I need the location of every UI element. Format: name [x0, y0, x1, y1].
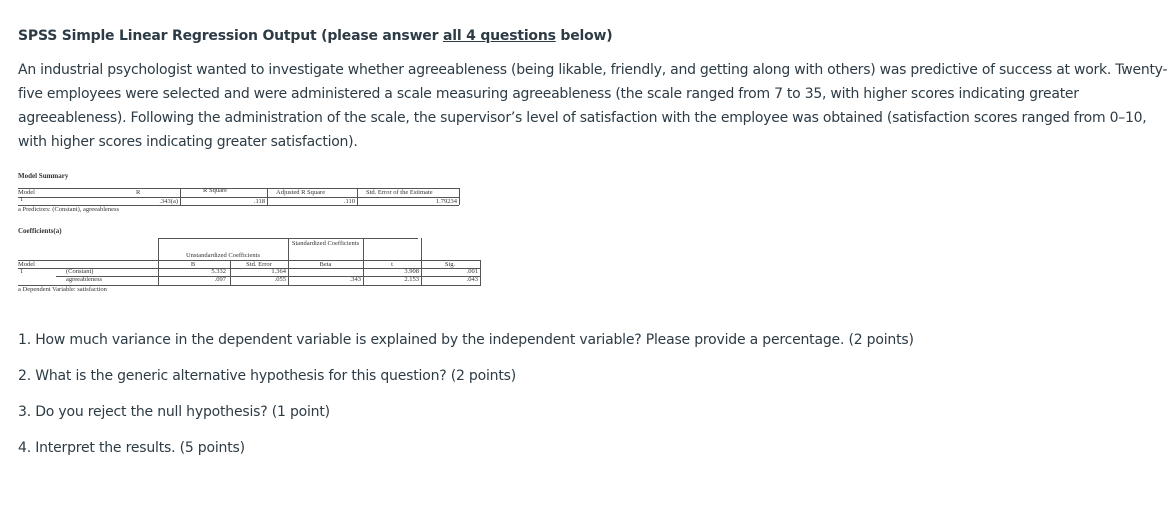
- coef-row1-model: 1: [20, 268, 24, 275]
- coef-header-beta: Beta: [319, 261, 332, 268]
- coef-row1-b: 5.332: [211, 268, 226, 275]
- question-2: 2. What is the generic alternative hypothesis for this question? (2 points): [18, 368, 516, 384]
- page-content: [18, 26, 1173, 322]
- coef-row2-t: 2.153: [404, 276, 419, 283]
- coef-row1-t: 3.908: [404, 268, 419, 275]
- coefficients-heading: Coefficients(a): [18, 227, 62, 235]
- ms-row-model: 1: [20, 196, 24, 203]
- coef-row2-beta: .343: [349, 276, 361, 283]
- model-summary-heading: Model Summary: [18, 172, 69, 180]
- coef-row2-sig: .043: [466, 276, 478, 283]
- ms-header-r: R: [136, 189, 141, 196]
- title-underlined-text: all 4 questions: [442, 28, 556, 44]
- coef-vline-6: [480, 260, 481, 286]
- questions-list: [18, 330, 914, 474]
- coef-vline-3: [288, 238, 289, 286]
- ms-vline-4: [459, 188, 460, 205]
- page-title: [18, 26, 1173, 46]
- coef-row1-label: (Constant): [66, 268, 94, 275]
- question-3: 3. Do you reject the null hypothesis? (1 point): [18, 404, 330, 420]
- ms-row-adj-rsq: .110: [343, 198, 355, 205]
- coef-row1-std-err: 1.364: [271, 268, 286, 275]
- coef-header-b: B: [190, 261, 196, 268]
- ms-row-rsq: .118: [253, 198, 265, 205]
- coef-header-t: t: [391, 261, 393, 268]
- coef-group-unstd: Unstandardized Coefficients: [185, 252, 261, 259]
- ms-row-std-err: 1.79234: [435, 198, 457, 205]
- ms-vline-1: [180, 188, 181, 205]
- spss-output: [18, 172, 478, 322]
- title-text-end: below): [555, 28, 613, 44]
- ms-footnote: a Predictors: (Constant), agreeableness: [18, 206, 120, 213]
- question-1: 1. How much variance in the dependent variable is explained by the independent variable? Please provide a percentage. (2 points): [18, 332, 914, 348]
- coef-row1-sig: .001: [466, 268, 478, 275]
- coef-vline-1: [158, 238, 159, 286]
- ms-row-r: .343(a): [159, 198, 178, 205]
- coef-row2-b: .097: [214, 276, 226, 283]
- ms-header-adj-rsq: Adjusted R Square: [276, 189, 326, 196]
- ms-vline-2: [267, 188, 268, 205]
- intro-paragraph: An industrial psychologist wanted to investigate whether agreeableness (being likable, friendly, and getting along with others) was predictive of success at work. Twenty-five employees were selected and were administered a scale measuring agreeableness (the scale ranged from 7 to 35, with higher scores indicating greater agreeableness). Following the administration of the scale, the supervisor’s level of satisfaction with the employee was obtained (satisfaction scores ranged from 0–10, with higher scores indicating greater satisfaction).: [18, 62, 1168, 150]
- coef-row2-label: agreeableness: [66, 276, 103, 283]
- coef-header-std-err: Std. Error: [246, 261, 272, 268]
- ms-header-std-err: Std. Error of the Estimate: [366, 189, 433, 196]
- ms-vline-3: [357, 188, 358, 205]
- title-text: SPSS Simple Linear Regression Output (please answer: [18, 28, 443, 44]
- ms-header-model: Model: [18, 189, 35, 196]
- coef-footnote: a Dependent Variable: satisfaction: [18, 286, 107, 293]
- coef-header-sig: Sig.: [444, 261, 456, 268]
- question-4: 4. Interpret the results. (5 points): [18, 440, 245, 456]
- ms-header-rsq: R Square: [203, 187, 228, 194]
- coef-row2-std-err: .055: [274, 276, 286, 283]
- coef-group-std: Standardized Coefficients: [291, 240, 360, 247]
- coef-header-model: Model: [18, 261, 35, 268]
